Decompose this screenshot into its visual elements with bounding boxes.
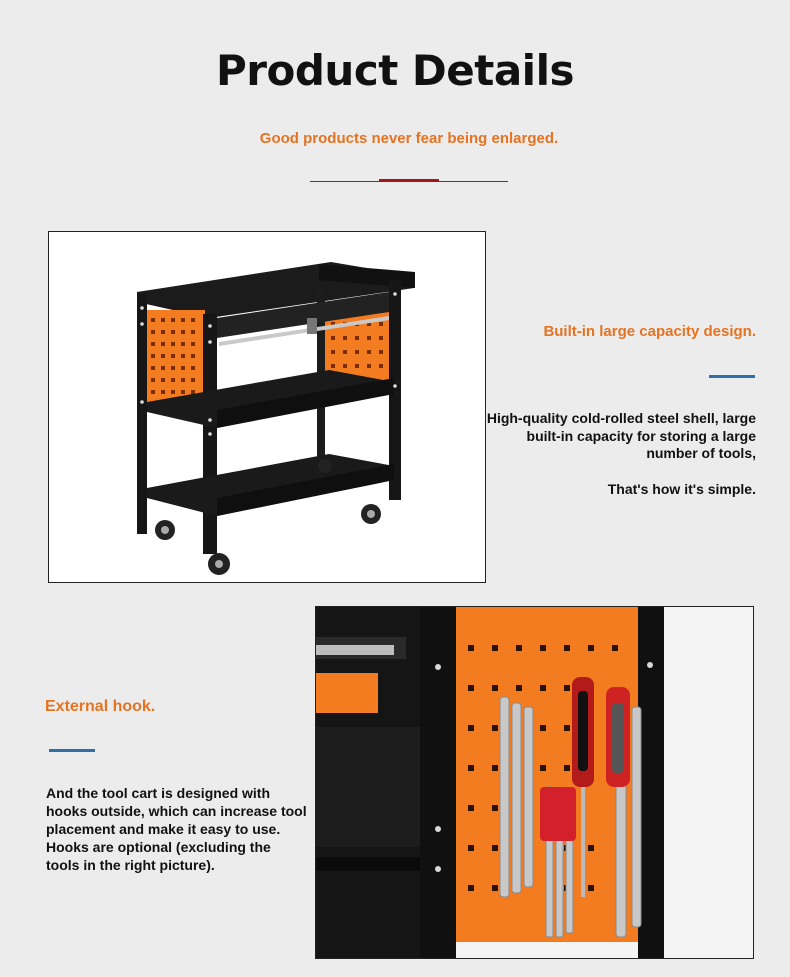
hook-closeup-image	[315, 606, 754, 959]
title-divider-accent	[379, 179, 439, 182]
page-subtitle: Good products never fear being enlarged.	[259, 130, 559, 147]
capacity-description	[476, 410, 756, 498]
capacity-heading: Built-in large capacity design.	[543, 323, 756, 340]
capacity-body: High-quality cold-rolled steel shell, large built-in capacity for storing a large number of tools,	[486, 410, 756, 461]
tool-cart-image	[48, 231, 486, 583]
capacity-tagline: That's how it's simple.	[607, 480, 756, 497]
page-title: Product Details	[216, 46, 574, 95]
capacity-accent-bar	[709, 375, 755, 378]
tool-cart-illustration	[49, 232, 485, 582]
hook-description: And the tool cart is designed with hooks outside, which can increase tool placement and make it easy to use. Hooks are optional (excluding the tools in the right picture).	[46, 785, 307, 873]
hook-closeup-illustration	[316, 607, 753, 958]
hook-heading: External hook.	[45, 698, 156, 715]
hook-accent-bar	[49, 749, 95, 752]
